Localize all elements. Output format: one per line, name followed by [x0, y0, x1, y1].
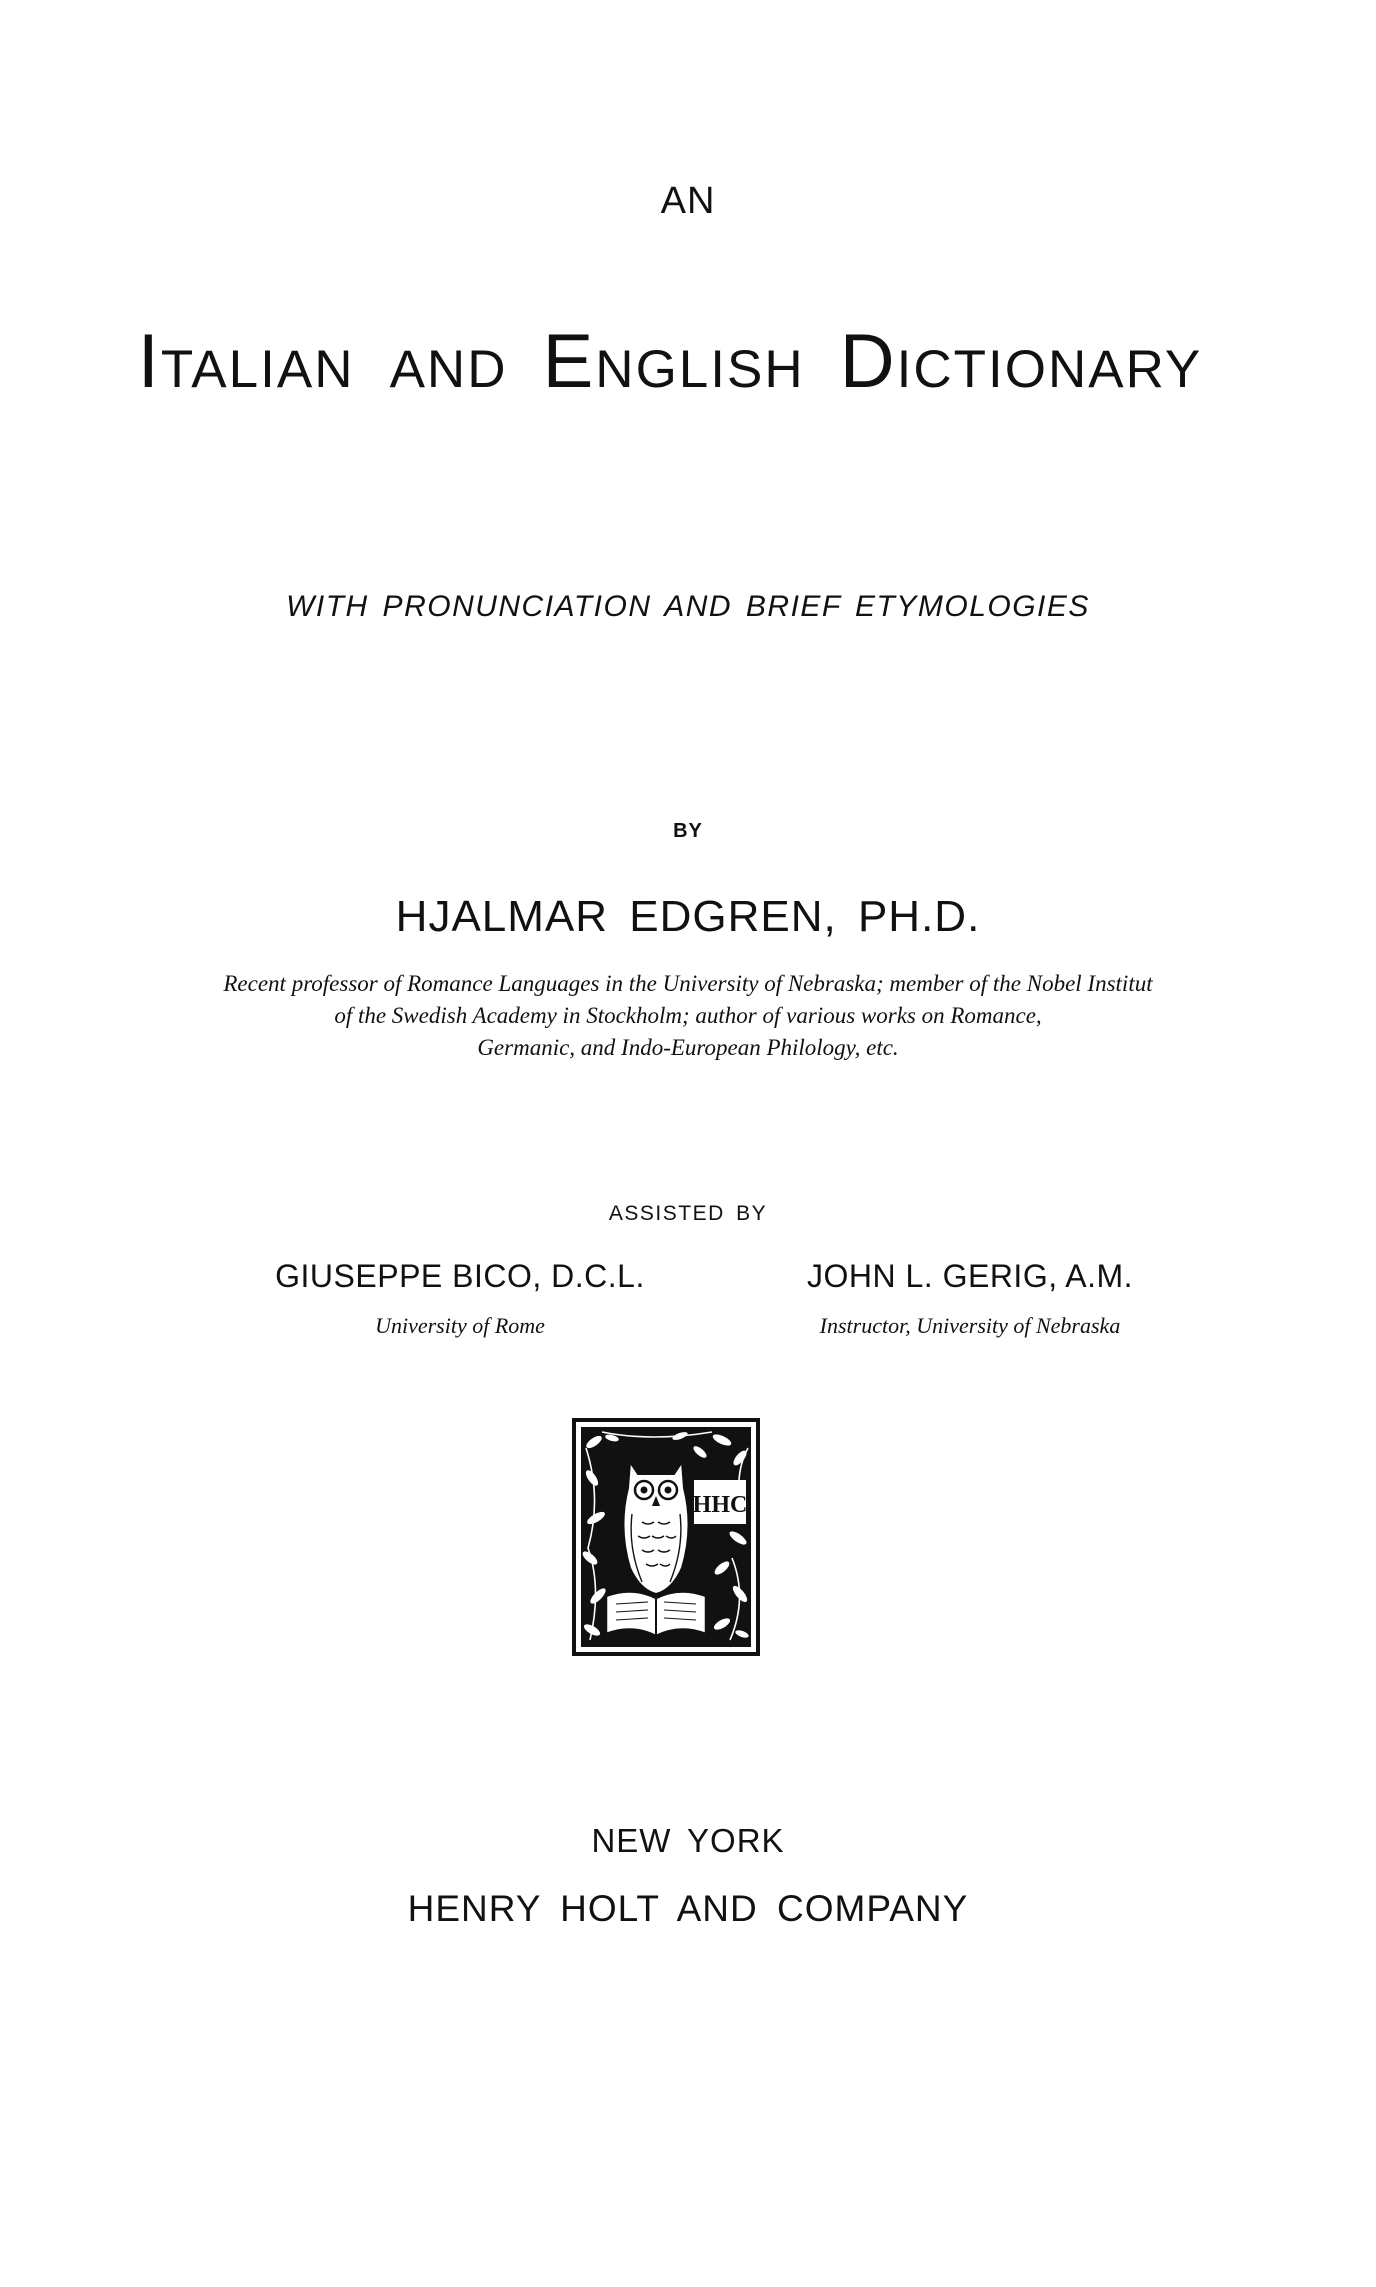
assistant-name: JOHN L. GERIG, A.M.	[807, 1258, 1133, 1294]
author-description-line: of the Swedish Academy in Stockholm; author of various works on Romance,	[334, 1003, 1042, 1028]
author-name: HJALMAR EDGREN, PH.D.	[395, 892, 981, 941]
author-description	[40, 968, 1336, 1064]
title-article: AN	[660, 180, 716, 222]
assistant-affiliation: Instructor, University of Nebraska	[819, 1313, 1121, 1338]
assistant-block	[180, 1258, 740, 1339]
by-label: BY	[673, 820, 703, 842]
author-description-line: Germanic, and Indo-European Philology, etc.	[477, 1035, 899, 1060]
assistant-name: GIUSEPPE BICO, D.C.L.	[275, 1258, 645, 1294]
imprint-city: NEW YORK	[591, 1822, 785, 1859]
page-title: Italian and English Dictionary	[137, 319, 1203, 404]
owl-on-book-icon	[572, 1418, 760, 1656]
emblem-monogram: HHC	[692, 1492, 748, 1518]
assistant-block	[690, 1258, 1250, 1339]
imprint-publisher: HENRY HOLT AND COMPANY	[407, 1888, 969, 1929]
assistant-affiliation: University of Rome	[375, 1313, 545, 1338]
author-description-line: Recent professor of Romance Languages in the University of Nebraska; member of the Nobel Institut	[223, 971, 1153, 996]
subtitle: WITH PRONUNCIATION AND BRIEF ETYMOLOGIES	[286, 590, 1090, 623]
assisted-by-label: ASSISTED BY	[608, 1202, 768, 1225]
